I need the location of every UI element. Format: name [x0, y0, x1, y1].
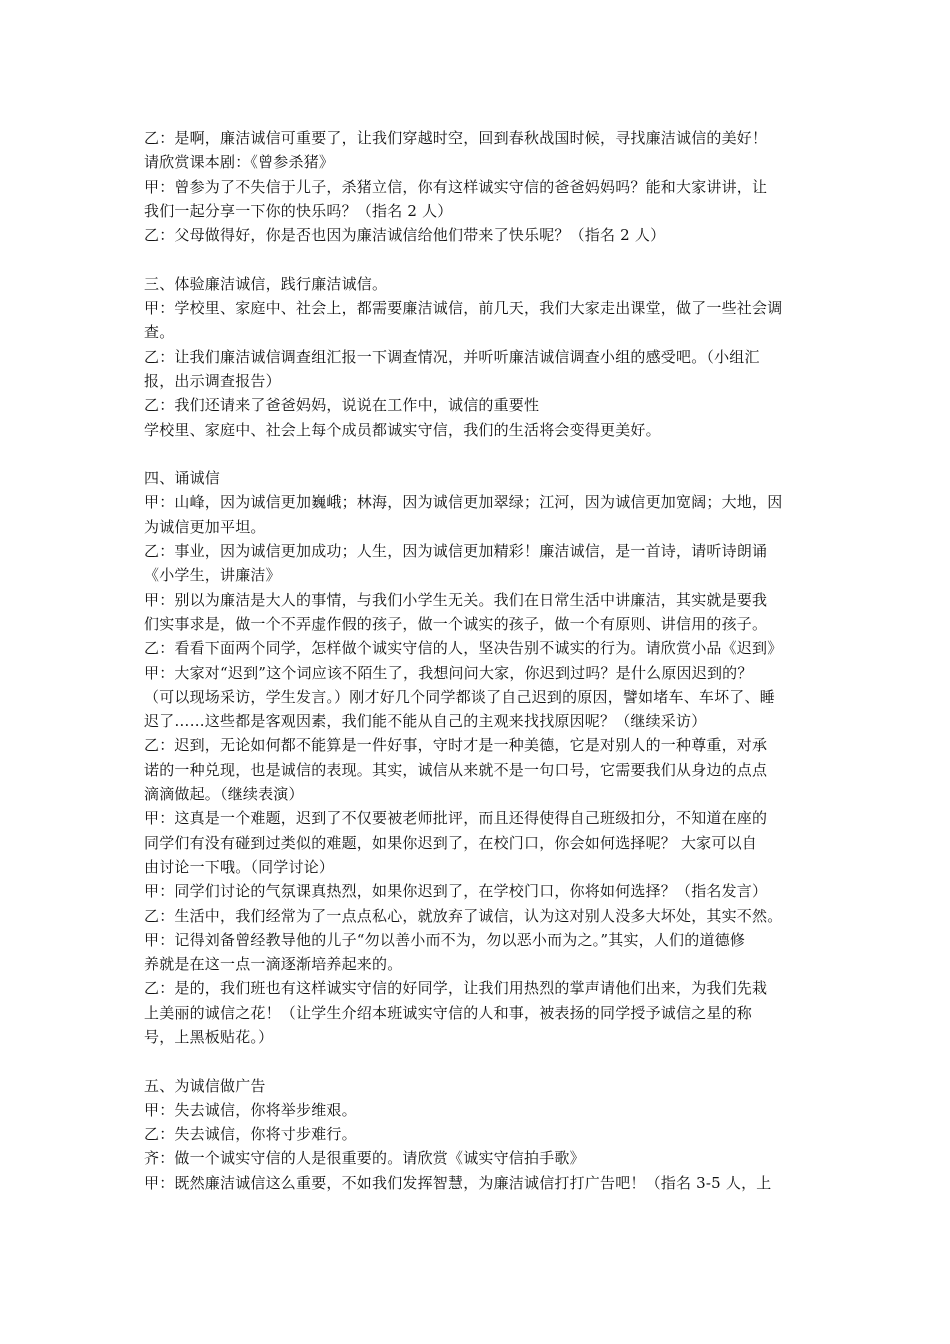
text-line: 乙：我们还请来了爸爸妈妈，说说在工作中，诚信的重要性 — [144, 396, 540, 415]
text-line: 养就是在这一点一滴逐渐培养起来的。 — [144, 955, 403, 974]
text-line: 甲：同学们讨论的气氛课真热烈，如果你迟到了，在学校门口，你将如何选择？（指名发言） — [144, 882, 768, 901]
text-line: 乙：迟到，无论如何都不能算是一件好事，守时才是一种美德，它是对别人的一种尊重，对承 — [144, 736, 768, 755]
text-line: 齐：做一个诚实守信的人是很重要的。请欣赏《诚实守信拍手歌》 — [144, 1149, 585, 1168]
blank-line — [144, 247, 810, 271]
text-line: 乙：失去诚信，你将寸步难行。 — [144, 1125, 357, 1144]
text-line: 上美丽的诚信之花！（让学生介绍本班诚实守信的人和事，被表扬的同学授予诚信之星的称 — [144, 1003, 753, 1022]
text-line: 学校里、家庭中、社会上每个成员都诚实守信，我们的生活将会变得更美好。 — [144, 420, 661, 439]
text-line: 我们一起分享一下你的快乐吗？（指名 2 人） — [144, 201, 453, 220]
text-line: 乙：父母做得好，你是否也因为廉洁诚信给他们带来了快乐呢？（指名 2 人） — [144, 226, 666, 245]
text-line: 迟了……这些都是客观因素，我们能不能从自己的主观来找找原因呢？（继续采访） — [144, 712, 707, 731]
section-heading: 三、体验廉洁诚信，践行廉洁诚信。 — [144, 274, 388, 293]
text-line: 甲：山峰，因为诚信更加巍峨；林海，因为诚信更加翠绿；江河，因为诚信更加宽阔；大地，因 — [144, 493, 783, 512]
text-line: 请欣赏课本剧：《曾参杀猪》 — [144, 153, 335, 172]
text-line: 乙：生活中，我们经常为了一点点私心，就放弃了诚信，认为这对别人没多大坏处，其实不然。 — [144, 906, 783, 925]
text-line: 诺的一种兑现，也是诚信的表现。其实，诚信从来就不是一句口号，它需要我们从身边的点点 — [144, 760, 768, 779]
text-line: 滴滴做起。（继续表演） — [144, 785, 304, 804]
text-line: 甲：既然廉洁诚信这么重要，不如我们发挥智慧，为廉洁诚信打打广告吧！（指名 3-5 人，上 — [144, 1173, 772, 1192]
text-line: 甲：记得刘备曾经教导他的儿子“勿以善小而不为，勿以恶小而为之。”其实，人们的道德修 — [144, 930, 746, 949]
text-line: 乙：是的，我们班也有这样诚实守信的好同学，让我们用热烈的掌声请他们出来，为我们先栽 — [144, 979, 768, 998]
text-line: 甲：大家对“迟到”这个词应该不陌生了，我想问问大家，你迟到过吗？是什么原因迟到的？ — [144, 663, 753, 682]
text-line: 甲：失去诚信，你将举步维艰。 — [144, 1100, 357, 1119]
text-line: 甲：学校里、家庭中、社会上，都需要廉洁诚信，前几天，我们大家走出课堂，做了一些社会调 — [144, 299, 783, 318]
text-line: 同学们有没有碰到过类似的难题，如果你迟到了，在校门口，你会如何选择呢？ 大家可以自 — [144, 833, 757, 852]
text-line: 号，上黑板贴花。） — [144, 1027, 274, 1046]
text-line: 乙：看看下面两个同学，怎样做个诚实守信的人，坚决告别不诚实的行为。请欣赏小品《迟到》 — [144, 639, 783, 658]
text-line: 甲：曾参为了不失信于儿子，杀猪立信，你有这样诚实守信的爸爸妈妈吗？能和大家讲讲，让 — [144, 177, 768, 196]
text-line: （可以现场采访，学生发言。）刚才好几个同学都谈了自己迟到的原因，譬如堵车、车坏了、睡 — [144, 687, 775, 706]
text-line: 为诚信更加平坦。 — [144, 517, 266, 536]
text-line: 乙：事业，因为诚信更加成功；人生，因为诚信更加精彩！廉洁诚信，是一首诗，请听诗朗诵 — [144, 542, 768, 561]
section-heading: 五、为诚信做广告 — [144, 1076, 266, 1095]
blank-line — [144, 1049, 810, 1073]
blank-line — [144, 442, 810, 466]
text-line: 乙：是啊，廉洁诚信可重要了，让我们穿越时空，回到春秋战国时候，寻找廉洁诚信的美好！ — [144, 129, 768, 147]
text-line: 由讨论一下哦。（同学讨论） — [144, 857, 335, 876]
text-line: 报，出示调查报告） — [144, 371, 281, 390]
section-heading: 四、诵诚信 — [144, 469, 221, 488]
document-body — [144, 126, 810, 1195]
text-line: 乙：让我们廉洁诚信调查组汇报一下调查情况，并听听廉洁诚信调查小组的感受吧。（小组汇 — [144, 347, 760, 366]
text-line: 甲：这真是一个难题，迟到了不仅要被老师批评，而且还得使得自己班级扣分，不知道在座的 — [144, 809, 768, 828]
text-line: 查。 — [144, 323, 175, 342]
text-line: 们实事求是，做一个不弄虚作假的孩子，做一个诚实的孩子，做一个有原则、讲信用的孩子。 — [144, 614, 768, 633]
text-line: 《小学生，讲廉洁》 — [144, 566, 281, 585]
text-line: 甲：别以为廉洁是大人的事情，与我们小学生无关。我们在日常生活中讲廉洁，其实就是要我 — [144, 590, 768, 609]
